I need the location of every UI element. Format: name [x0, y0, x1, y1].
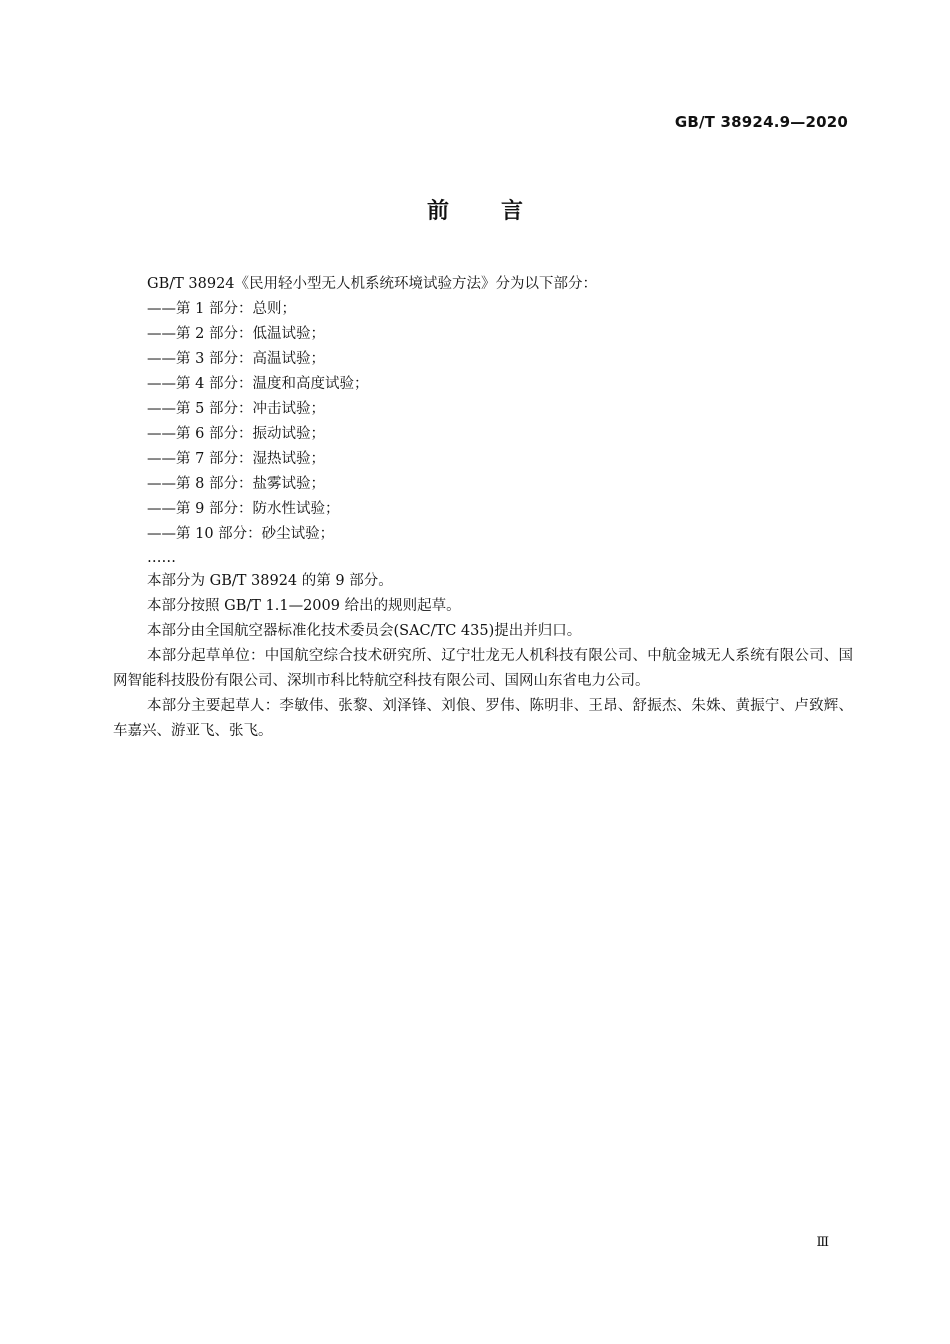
standard-code: GB/T 38924.9—2020 — [674, 113, 848, 131]
part-statement: 本部分为 GB/T 38924 的第 9 部分。 — [147, 573, 393, 589]
page-title — [0, 194, 950, 225]
part-list-item: ——第 2 部分：低温试验； — [147, 326, 325, 342]
part-list-item: ——第 8 部分：盐雾试验； — [147, 476, 325, 492]
part-list-item: ——第 9 部分：防水性试验； — [147, 501, 340, 517]
part-list-item: ——第 6 部分：振动试验； — [147, 426, 325, 442]
part-list-item: ——第 10 部分：砂尘试验； — [147, 526, 335, 542]
proposer-statement: 本部分由全国航空器标准化技术委员会(SAC/TC 435)提出并归口。 — [147, 623, 582, 639]
title-char-2: 言 — [501, 199, 524, 224]
intro-paragraph: GB/T 38924《民用轻小型无人机系统环境试验方法》分为以下部分： — [147, 276, 598, 292]
part-list-item: ——第 7 部分：湿热试验； — [147, 451, 325, 467]
part-list-item: ——第 3 部分：高温试验； — [147, 351, 325, 367]
foreword-body — [113, 272, 853, 744]
part-list-item: ——第 4 部分：温度和高度试验； — [147, 376, 369, 392]
list-ellipsis: …… — [147, 550, 176, 566]
drafting-rules-statement: 本部分按照 GB/T 1.1—2009 给出的规则起草。 — [147, 598, 461, 614]
page-number: Ⅲ — [816, 1235, 829, 1250]
drafting-units-paragraph: 本部分起草单位：中国航空综合技术研究所、辽宁壮龙无人机科技有限公司、中航金城无人系统有限公司、国网智能科技股份有限公司、深圳市科比特航空科技有限公司、国网山东省电力公司。 — [113, 648, 853, 689]
drafters-paragraph: 本部分主要起草人：李敏伟、张黎、刘泽锋、刘俍、罗伟、陈明非、王昂、舒振杰、朱姝、黄振宁、卢致辉、车嘉兴、游亚飞、张飞。 — [113, 698, 853, 739]
title-char-1: 前 — [426, 199, 449, 224]
part-list-item: ——第 5 部分：冲击试验； — [147, 401, 325, 417]
part-list-item: ——第 1 部分：总则； — [147, 301, 296, 317]
